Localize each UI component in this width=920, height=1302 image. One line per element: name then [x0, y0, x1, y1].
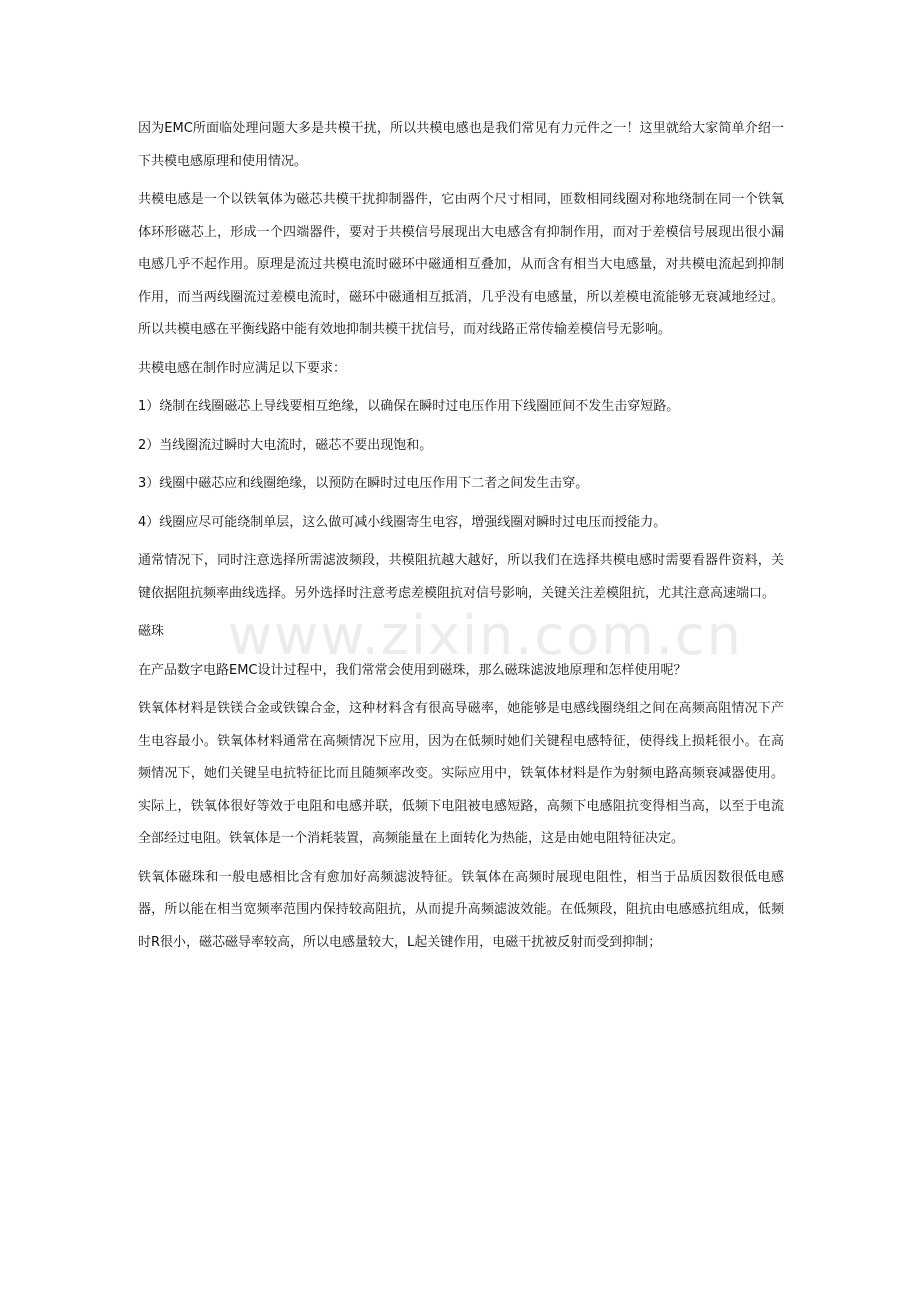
list-item-requirement-1: 1）绕制在线圈磁芯上导线要相互绝缘，以确保在瞬时过电压作用下线圈匝间不发生击穿短路。: [138, 399, 680, 414]
document-body: [138, 113, 784, 965]
list-item-requirement-3: 3）线圈中磁芯应和线圈绝缘，以预防在瞬时过电压作用下二者之间发生击穿。: [138, 476, 589, 491]
list-item-requirement-2: 2）当线圈流过瞬时大电流时，磁芯不要出现饱和。: [138, 437, 433, 453]
paragraph-intro: 因为EMC所面临处理问题大多是共模干扰，所以共模电感也是我们常见有力元件之一！这里就给大家简单介绍一下共模电感原理和使用情况。: [138, 121, 784, 169]
paragraph-common-mode-inductor: 共模电感是一个以铁氧体为磁芯共模干扰抑制器件，它由两个尺寸相同，匝数相同线圈对称地绕制在同一个铁氧体环形磁芯上，形成一个四端器件，要对于共模信号展现出大电感含有抑制作用，而对于差模信号展现出很小漏电感几乎不起作用。原理是流过共模电流时磁环中磁通相互叠加，从而含有相当大电感量，对共模电流起到抑制作用，而当两线圈流过差模电流时，磁环中磁通相互抵消，几乎没有电感量，所以差模电流能够无衰减地经过。所以共模电感在平衡线路中能有效地抑制共模干扰信号，而对线路正常传输差模信号无影响。: [138, 192, 784, 337]
paragraph-selection: 通常情况下，同时注意选择所需滤波频段，共模阻抗越大越好，所以我们在选择共模电感时需要看器件资料，关键依据阻抗频率曲线选择。另外选择时注意考虑差模阻抗对信号影响，关键关注差模阻抗，尤其注意高速端口。: [138, 553, 784, 601]
paragraph-ferrite-bead-vs-inductor: 铁氧体磁珠和一般电感相比含有愈加好高频滤波特征。铁氧体在高频时展现电阻性，相当于品质因数很低电感器，所以能在相当宽频率范围内保持较高阻抗，从而提升高频滤波效能。在低频段，阻抗由电感感抗组成，低频时R很小，磁芯磁导率较高，所以电感量较大，L起关键作用，电磁干扰被反射而受到抑制；: [138, 869, 784, 950]
paragraph-requirements-heading: 共模电感在制作时应满足以下要求：: [138, 360, 347, 376]
section-heading-ferrite-bead: 磁珠: [138, 624, 165, 639]
paragraph-ferrite-material: 铁氧体材料是铁镁合金或铁镍合金，这种材料含有很高导磁率，她能够是电感线圈绕组之间在高频高阻情况下产生电容最小。铁氧体材料通常在高频情况下应用，因为在低频时她们关键程电感特征，使得线上损耗很小。在高频情况下，她们关键呈电抗特征比而且随频率改变。实际应用中，铁氧体材料是作为射频电路高频衰减器使用。实际上，铁氧体很好等效于电阻和电感并联，低频下电阻被电感短路，高频下电感阻抗变得相当高，以至于电流全部经过电阻。铁氧体是一个消耗装置，高频能量在上面转化为热能，这是由她电阻特征决定。: [138, 701, 784, 846]
list-item-requirement-4: 4）线圈应尽可能绕制单层，这么做可减小线圈寄生电容，增强线圈对瞬时过电压而授能力。: [138, 514, 667, 530]
paragraph-bead-question: 在产品数字电路EMC设计过程中，我们常常会使用到磁珠，那么磁珠滤波地原理和怎样使用呢？: [138, 662, 687, 678]
watermark: www.zixin.com.cn: [228, 604, 743, 667]
